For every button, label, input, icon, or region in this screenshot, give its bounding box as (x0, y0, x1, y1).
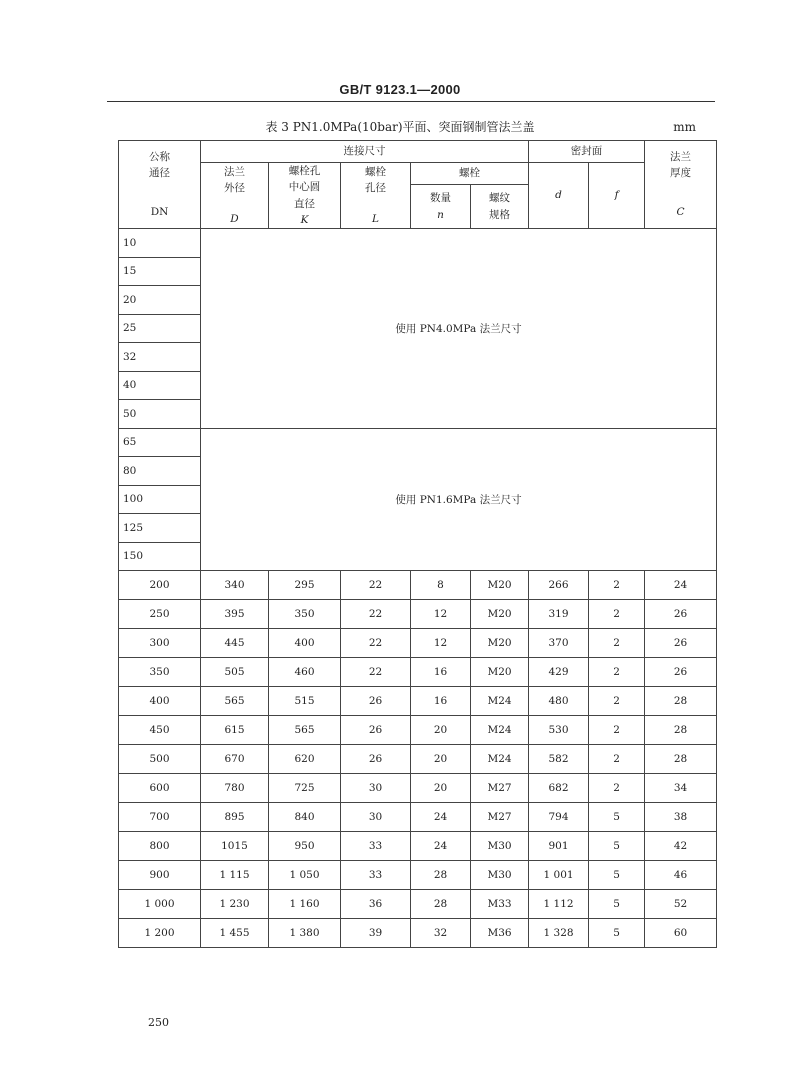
thickness-header (645, 141, 717, 229)
bolt-hole-cell: 26 (341, 745, 411, 774)
dn-header (119, 141, 201, 229)
bolt-qty-cell: 28 (411, 861, 471, 890)
merged-note-cell: 使用 PN1.6MPa 法兰尺寸 (201, 428, 717, 571)
seal-d-cell: 480 (529, 687, 589, 716)
seal-f-cell: 2 (589, 629, 645, 658)
seal-f-cell: 2 (589, 600, 645, 629)
bolt-hole-cell: 26 (341, 716, 411, 745)
flange-od-symbol: D (230, 212, 239, 225)
dn-cell: 800 (119, 832, 201, 861)
dn-header-line2: 通径 (149, 167, 170, 180)
flange-od-cell: 780 (201, 774, 269, 803)
seal-f-cell: 2 (589, 571, 645, 600)
bolt-hole-symbol: L (372, 212, 379, 225)
seal-f-cell: 5 (589, 861, 645, 890)
bolt-qty-cell: 16 (411, 687, 471, 716)
thickness-cell: 46 (645, 861, 717, 890)
seal-d-cell: 794 (529, 803, 589, 832)
thickness-cell: 52 (645, 890, 717, 919)
seal-d-cell: 582 (529, 745, 589, 774)
standard-code: GB/T 9123.1—2000 (339, 82, 461, 97)
table-row (119, 600, 717, 629)
dn-cell: 500 (119, 745, 201, 774)
thickness-cell: 38 (645, 803, 717, 832)
dn-cell: 65 (119, 428, 201, 457)
flange-od-cell: 565 (201, 687, 269, 716)
bolt-hole-cell: 22 (341, 658, 411, 687)
thickness-cell: 28 (645, 716, 717, 745)
table-row (119, 428, 717, 457)
dn-cell: 250 (119, 600, 201, 629)
bolt-circle-cell: 950 (269, 832, 341, 861)
bolt-circle-symbol: K (300, 213, 309, 226)
thickness-line1: 法兰 (670, 151, 692, 164)
bolt-hole-cell: 36 (341, 890, 411, 919)
bolt-thread-cell: M20 (471, 658, 529, 687)
bolt-thread-cell: M30 (471, 861, 529, 890)
table-row (119, 571, 717, 600)
bolt-qty-cell: 24 (411, 832, 471, 861)
bolt-qty-cell: 24 (411, 803, 471, 832)
table-row (119, 745, 717, 774)
bolt-circle-cell: 295 (269, 571, 341, 600)
flange-od-cell: 1 455 (201, 919, 269, 948)
bolt-qty-cell: 16 (411, 658, 471, 687)
dn-cell: 25 (119, 314, 201, 343)
seal-d-header: d (529, 163, 589, 229)
flange-od-cell: 340 (201, 571, 269, 600)
bolt-thread-cell: M27 (471, 803, 529, 832)
bolt-hole-line2: 孔径 (365, 182, 386, 195)
seal-f-cell: 2 (589, 716, 645, 745)
dn-cell: 100 (119, 485, 201, 514)
table-body (119, 229, 717, 948)
dn-cell: 200 (119, 571, 201, 600)
thickness-cell: 26 (645, 629, 717, 658)
bolt-circle-cell: 460 (269, 658, 341, 687)
seal-d-cell: 530 (529, 716, 589, 745)
bolt-qty-cell: 20 (411, 774, 471, 803)
bolt-circle-cell: 1 380 (269, 919, 341, 948)
bolt-thread-cell: M24 (471, 745, 529, 774)
seal-f-header: f (589, 163, 645, 229)
flange-od-cell: 1 115 (201, 861, 269, 890)
bolt-thread-cell: M36 (471, 919, 529, 948)
seal-f-cell: 5 (589, 919, 645, 948)
flange-od-cell: 670 (201, 745, 269, 774)
dn-cell: 1 000 (119, 890, 201, 919)
seal-d-cell: 429 (529, 658, 589, 687)
table-row (119, 658, 717, 687)
dn-cell: 400 (119, 687, 201, 716)
seal-f-cell: 2 (589, 774, 645, 803)
thickness-cell: 26 (645, 658, 717, 687)
flange-od-line1: 法兰 (224, 166, 245, 179)
flange-od-cell: 895 (201, 803, 269, 832)
merged-note-cell: 使用 PN4.0MPa 法兰尺寸 (201, 229, 717, 429)
bolt-circle-cell: 1 160 (269, 890, 341, 919)
dn-cell: 300 (119, 629, 201, 658)
thickness-line2: 厚度 (670, 167, 692, 180)
seal-d-cell: 319 (529, 600, 589, 629)
seal-f-cell: 5 (589, 890, 645, 919)
seal-d-cell: 1 112 (529, 890, 589, 919)
bolt-circle-line2: 中心圆 (288, 181, 321, 194)
dn-cell: 10 (119, 229, 201, 258)
bolt-circle-cell: 565 (269, 716, 341, 745)
bolt-qty-label: 数量 (430, 192, 451, 205)
bolt-hole-cell: 33 (341, 832, 411, 861)
bolt-thread-cell: M20 (471, 600, 529, 629)
thickness-symbol: C (676, 205, 685, 218)
bolt-qty-cell: 8 (411, 571, 471, 600)
bolt-hole-line1: 螺栓 (365, 166, 386, 179)
seal-f-cell: 2 (589, 658, 645, 687)
seal-d-cell: 682 (529, 774, 589, 803)
table-header (119, 141, 717, 229)
dn-cell: 20 (119, 286, 201, 315)
seal-f-cell: 5 (589, 832, 645, 861)
table-row (119, 832, 717, 861)
bolt-circle-cell: 1 050 (269, 861, 341, 890)
seal-d-cell: 1 328 (529, 919, 589, 948)
bolt-thread-cell: M24 (471, 716, 529, 745)
bolt-circle-header (269, 163, 341, 229)
bolt-qty-cell: 20 (411, 745, 471, 774)
seal-f-cell: 5 (589, 803, 645, 832)
dn-cell: 32 (119, 343, 201, 372)
bolt-qty-header (411, 185, 471, 229)
dn-cell: 150 (119, 542, 201, 571)
bolt-header: 螺栓 (411, 163, 529, 185)
bolt-circle-cell: 400 (269, 629, 341, 658)
seal-d-cell: 370 (529, 629, 589, 658)
bolt-circle-cell: 725 (269, 774, 341, 803)
bolt-circle-cell: 840 (269, 803, 341, 832)
bolt-hole-cell: 22 (341, 571, 411, 600)
dn-cell: 600 (119, 774, 201, 803)
table-row (119, 890, 717, 919)
bolt-thread-header (471, 185, 529, 229)
dn-cell: 450 (119, 716, 201, 745)
flange-od-cell: 1 230 (201, 890, 269, 919)
dn-header-line3: DN (150, 205, 169, 218)
table-row (119, 919, 717, 948)
sealing-header: 密封面 (529, 141, 645, 163)
bolt-qty-cell: 12 (411, 600, 471, 629)
thickness-cell: 24 (645, 571, 717, 600)
bolt-hole-cell: 33 (341, 861, 411, 890)
flange-od-cell: 445 (201, 629, 269, 658)
dn-cell: 80 (119, 457, 201, 486)
seal-d-cell: 1 001 (529, 861, 589, 890)
bolt-hole-cell: 22 (341, 629, 411, 658)
dn-header-line1: 公称 (149, 151, 170, 164)
bolt-circle-line3: 直径 (294, 197, 315, 210)
dn-cell: 900 (119, 861, 201, 890)
table-title: 表 3 PN1.0MPa(10bar)平面、突面钢制管法兰盖 (265, 120, 535, 134)
thickness-cell: 26 (645, 600, 717, 629)
bolt-circle-line1: 螺栓孔 (288, 165, 321, 177)
bolt-thread-cell: M33 (471, 890, 529, 919)
flange-od-cell: 395 (201, 600, 269, 629)
bolt-qty-cell: 28 (411, 890, 471, 919)
seal-d-cell: 266 (529, 571, 589, 600)
table-row (119, 774, 717, 803)
bolt-thread-cell: M20 (471, 571, 529, 600)
seal-d-cell: 901 (529, 832, 589, 861)
bolt-thread-line2: 规格 (489, 208, 511, 221)
table-row (119, 229, 717, 258)
dn-cell: 50 (119, 400, 201, 429)
seal-f-cell: 2 (589, 687, 645, 716)
flange-od-line2: 外径 (224, 182, 245, 195)
thickness-cell: 34 (645, 774, 717, 803)
dn-cell: 700 (119, 803, 201, 832)
bolt-hole-cell: 30 (341, 803, 411, 832)
flange-od-cell: 505 (201, 658, 269, 687)
table-row (119, 629, 717, 658)
seal-f-cell: 2 (589, 745, 645, 774)
bolt-hole-cell: 22 (341, 600, 411, 629)
bolt-thread-cell: M30 (471, 832, 529, 861)
dn-cell: 1 200 (119, 919, 201, 948)
bolt-hole-header (341, 163, 411, 229)
flange-od-cell: 1015 (201, 832, 269, 861)
thickness-cell: 60 (645, 919, 717, 948)
bolt-thread-cell: M24 (471, 687, 529, 716)
bolt-thread-line1: 螺纹 (489, 192, 511, 205)
bolt-circle-cell: 620 (269, 745, 341, 774)
dn-cell: 15 (119, 257, 201, 286)
connection-header: 连接尺寸 (201, 141, 529, 163)
bolt-qty-cell: 12 (411, 629, 471, 658)
bolt-circle-cell: 350 (269, 600, 341, 629)
flange-table (118, 140, 717, 948)
header-rule (107, 101, 715, 102)
bolt-hole-cell: 30 (341, 774, 411, 803)
bolt-circle-cell: 515 (269, 687, 341, 716)
table-row (119, 687, 717, 716)
table-row (119, 861, 717, 890)
thickness-cell: 28 (645, 745, 717, 774)
bolt-qty-cell: 32 (411, 919, 471, 948)
thickness-cell: 28 (645, 687, 717, 716)
bolt-qty-cell: 20 (411, 716, 471, 745)
page-number: 250 (148, 1016, 169, 1029)
dn-cell: 125 (119, 514, 201, 543)
unit-label: mm (673, 120, 696, 134)
flange-od-cell: 615 (201, 716, 269, 745)
table-row (119, 716, 717, 745)
bolt-thread-cell: M27 (471, 774, 529, 803)
table-row (119, 803, 717, 832)
dn-cell: 350 (119, 658, 201, 687)
thickness-cell: 42 (645, 832, 717, 861)
bolt-hole-cell: 39 (341, 919, 411, 948)
bolt-hole-cell: 26 (341, 687, 411, 716)
bolt-thread-cell: M20 (471, 629, 529, 658)
flange-od-header (201, 163, 269, 229)
bolt-qty-symbol: n (437, 208, 444, 221)
dn-cell: 40 (119, 371, 201, 400)
